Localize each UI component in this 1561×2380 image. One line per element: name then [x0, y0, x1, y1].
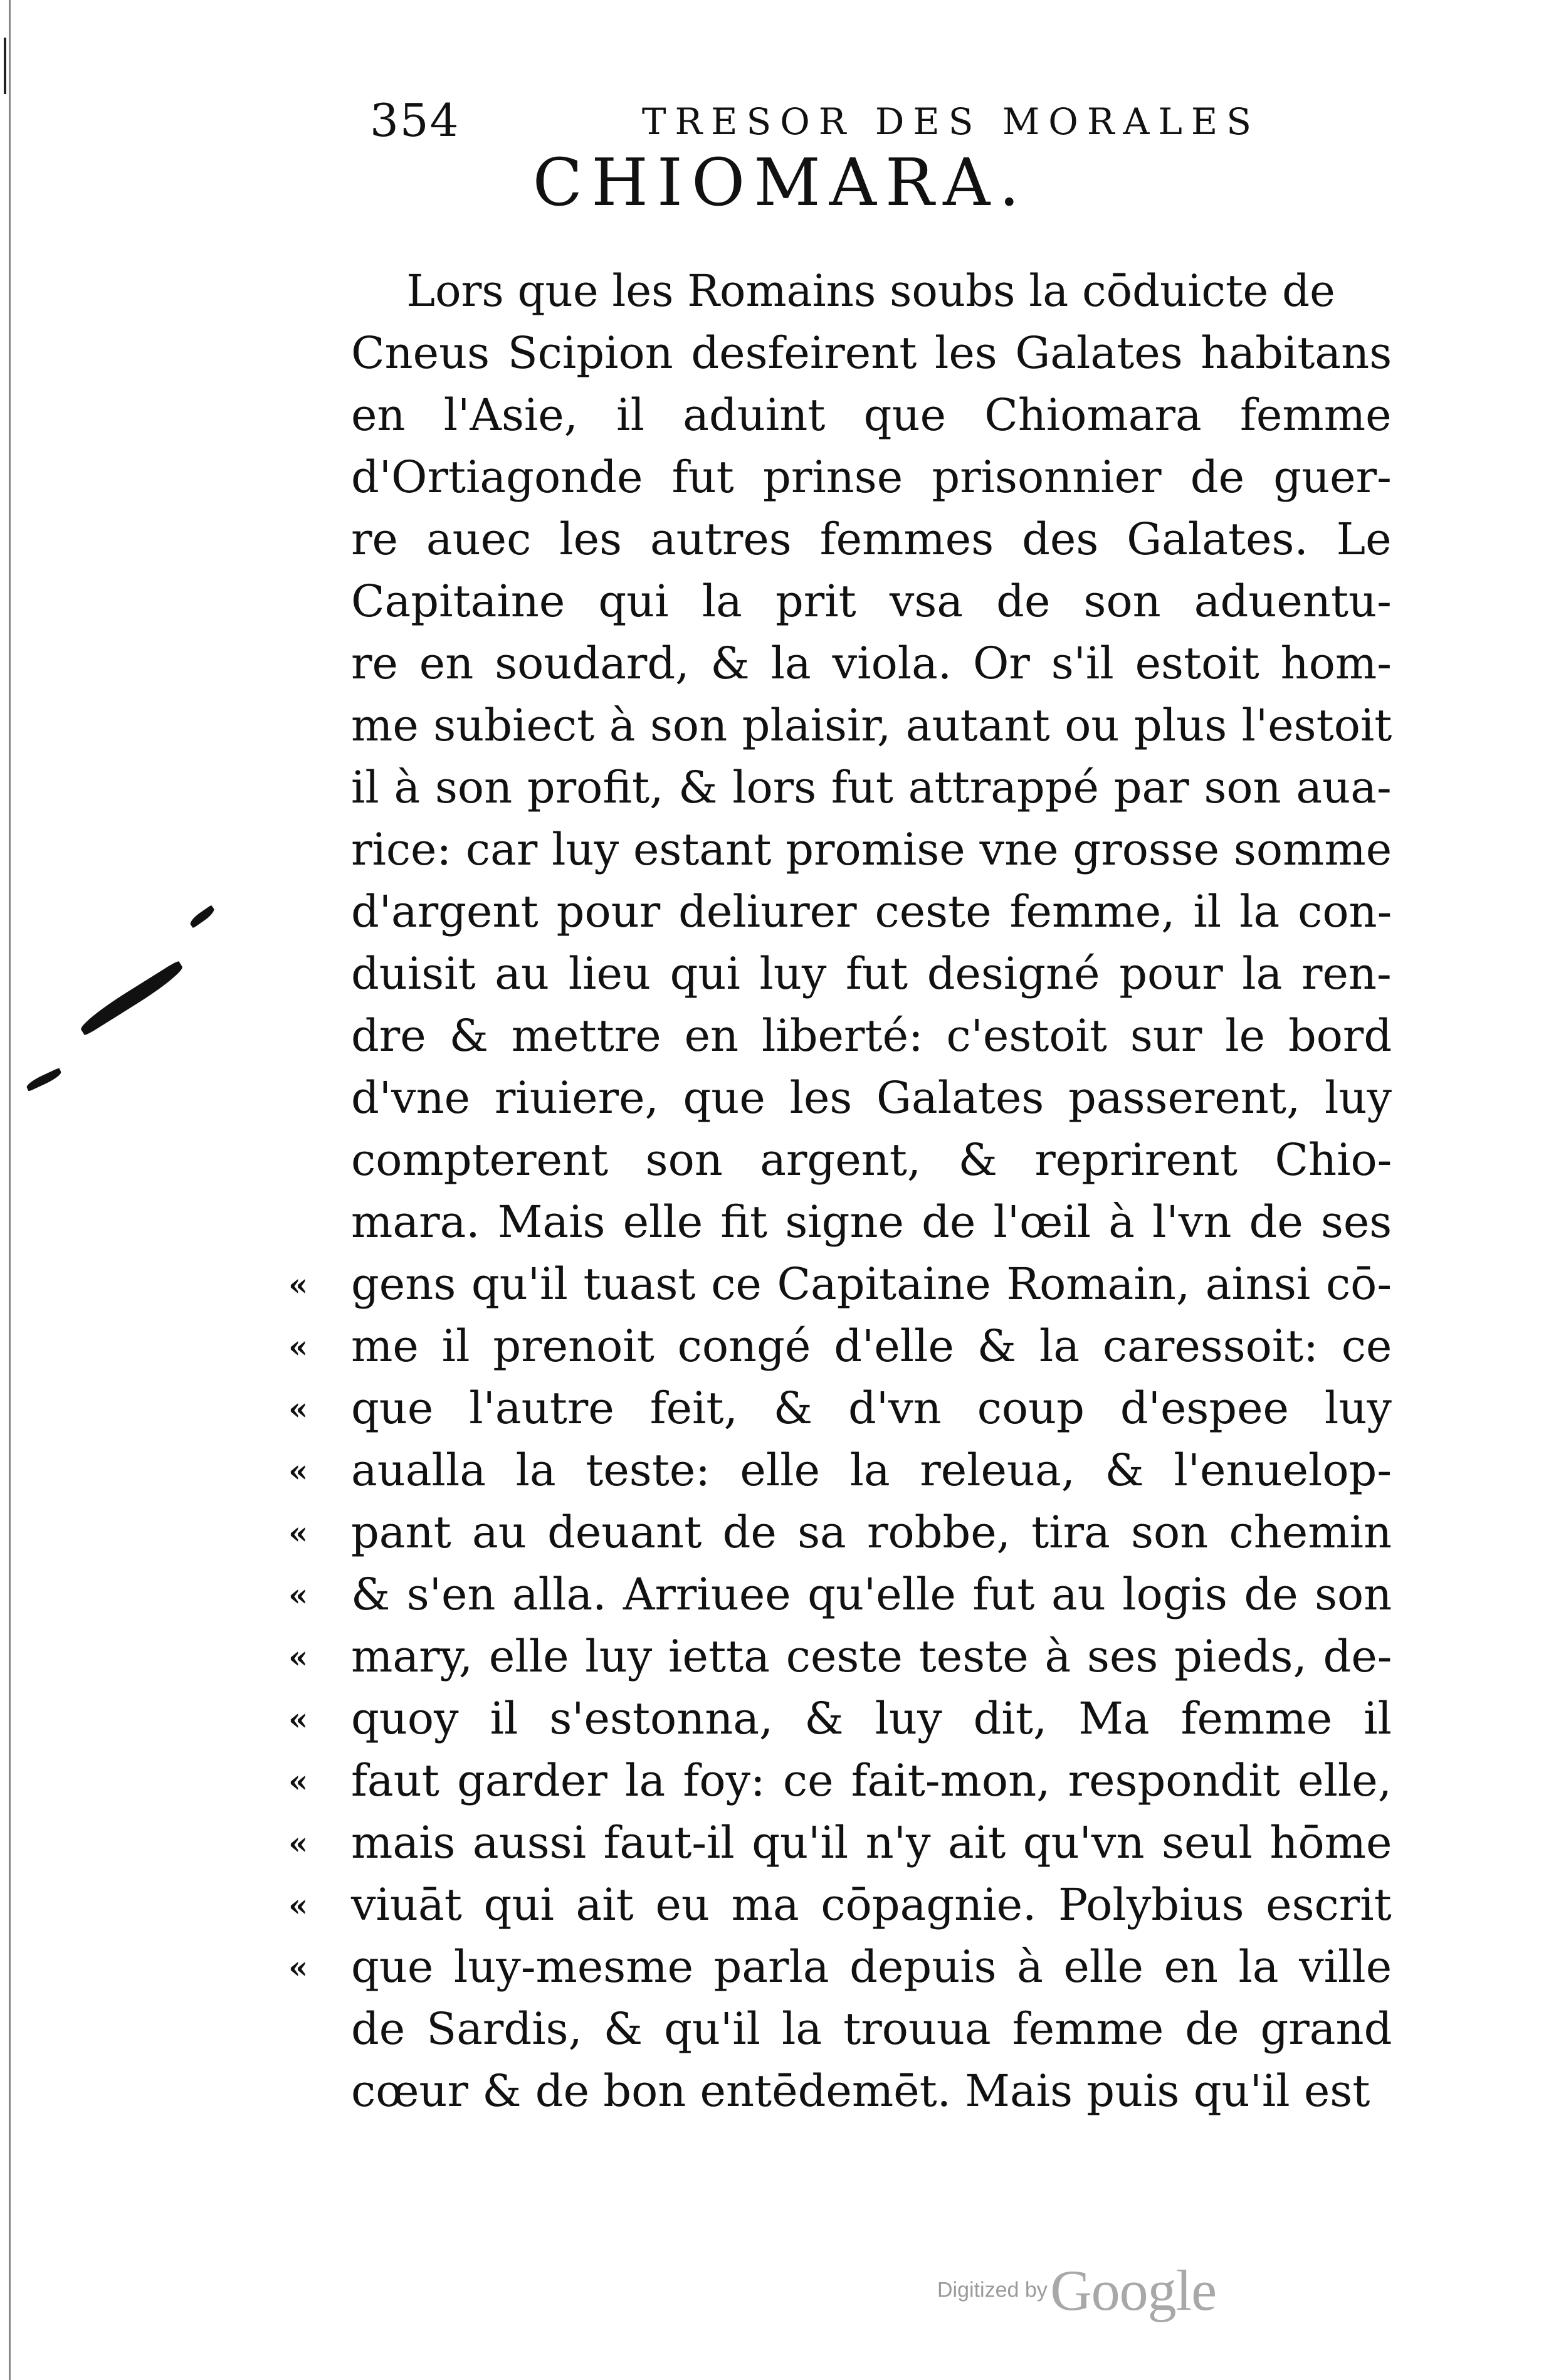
- text-line: [351, 633, 1392, 695]
- text-line: [351, 1067, 1392, 1129]
- line-text: en l'Asie, il aduint que Chiomara femme: [351, 389, 1392, 441]
- line-text: il à son profit, & lors fut attrappé par son aua-: [351, 762, 1392, 813]
- line-text: quoy il s'estonna, & luy dit, Ma femme il: [351, 1693, 1392, 1744]
- quotation-marker: «: [288, 1390, 308, 1427]
- page-edge-shadow: [0, 0, 11, 2380]
- text-line: [288, 1874, 1392, 1936]
- line-text: Cneus Scipion desfeirent les Galates habitans: [351, 327, 1392, 379]
- text-line: [351, 322, 1392, 384]
- text-line: [351, 1998, 1392, 2060]
- ink-blot-mark: [77, 960, 186, 1036]
- text-line: [351, 819, 1392, 881]
- page-number: 354: [370, 94, 460, 147]
- quotation-marker: «: [288, 1576, 308, 1613]
- quotation-marker: «: [288, 1949, 308, 1986]
- text-line: [288, 1315, 1392, 1377]
- digitization-stamp: [937, 2257, 1216, 2324]
- text-line: [351, 1191, 1392, 1253]
- text-line: [351, 2060, 1392, 2122]
- chapter-title: CHIOMARA.: [532, 144, 1029, 221]
- text-line: [351, 695, 1392, 757]
- line-text: pant au deuant de sa robbe, tira son chemin: [351, 1507, 1392, 1558]
- line-text: mara. Mais elle fit signe de l'œil à l'vn de ses: [351, 1196, 1392, 1248]
- line-text: me il prenoit congé d'elle & la caressoit: ce: [351, 1320, 1392, 1372]
- quotation-marker: «: [288, 1887, 308, 1924]
- text-line: [288, 1936, 1392, 1998]
- line-text: d'Ortiagonde fut prinse prisonnier de guer-: [351, 451, 1392, 503]
- line-text: Lors que les Romains soubs la cōduicte de: [406, 265, 1335, 317]
- edge-mark: [4, 38, 6, 94]
- google-logo: Google: [1050, 2258, 1217, 2322]
- digitized-by-label: Digitized by: [937, 2278, 1048, 2302]
- quotation-marker: «: [288, 1514, 308, 1551]
- line-text: de Sardis, & qu'il la trouua femme de grand: [351, 2003, 1392, 2055]
- line-text: cœur & de bon entēdemēt. Mais puis qu'il est: [351, 2065, 1370, 2117]
- quotation-marker: «: [288, 1266, 308, 1303]
- text-line: [351, 508, 1392, 571]
- text-line: [351, 881, 1392, 943]
- line-text: re en soudard, & la viola. Or s'il estoit hom-: [351, 638, 1392, 689]
- line-text: me subiect à son plaisir, autant ou plus l'estoit: [351, 700, 1392, 751]
- text-line: [351, 757, 1392, 819]
- quotation-marker: «: [288, 1762, 308, 1799]
- text-line: [288, 1688, 1392, 1750]
- running-title: TRESOR DES MORALES: [641, 100, 1260, 143]
- line-text: d'vne riuiere, que les Galates passerent, luy: [351, 1072, 1392, 1124]
- text-line: [351, 943, 1392, 1005]
- line-text: compterent son argent, & reprirent Chio-: [351, 1134, 1392, 1186]
- line-text: d'argent pour deliurer ceste femme, il la con-: [351, 886, 1392, 937]
- line-text: mary, elle luy ietta ceste teste à ses pieds, de-: [351, 1631, 1392, 1682]
- text-line: [351, 1005, 1392, 1067]
- line-text: & s'en alla. Arriuee qu'elle fut au logis de son: [351, 1569, 1392, 1620]
- text-line: [288, 1626, 1392, 1688]
- text-line: [288, 1812, 1392, 1874]
- body-text: [288, 260, 1392, 2122]
- quotation-marker: «: [288, 1328, 308, 1365]
- line-text: que l'autre feit, & d'vn coup d'espee luy: [351, 1382, 1392, 1434]
- line-text: aualla la teste: elle la releua, & l'enuelop-: [351, 1445, 1392, 1496]
- line-text: rice: car luy estant promise vne grosse somme: [351, 824, 1392, 875]
- quotation-marker: «: [288, 1452, 308, 1489]
- line-text: re auec les autres femmes des Galates. Le: [351, 513, 1392, 565]
- text-line: [288, 1440, 1392, 1502]
- ink-blot-mark: [188, 905, 216, 928]
- text-line: [288, 1253, 1392, 1315]
- text-line: [351, 1129, 1392, 1191]
- line-text: duisit au lieu qui luy fut designé pour la ren-: [351, 948, 1392, 999]
- quotation-marker: «: [288, 1824, 308, 1861]
- text-line: [288, 1377, 1392, 1440]
- line-text: viuāt qui ait eu ma cōpagnie. Polybius escrit: [351, 1879, 1392, 1930]
- text-line: [351, 384, 1392, 446]
- text-line: [288, 1502, 1392, 1564]
- text-line: [351, 260, 1392, 322]
- line-text: gens qu'il tuast ce Capitaine Romain, ainsi cō-: [351, 1258, 1392, 1310]
- line-text: dre & mettre en liberté: c'estoit sur le bord: [351, 1010, 1392, 1061]
- text-line: [288, 1750, 1392, 1812]
- line-text: mais aussi faut-il qu'il n'y ait qu'vn seul hōme: [351, 1817, 1392, 1868]
- text-line: [288, 1564, 1392, 1626]
- quotation-marker: «: [288, 1638, 308, 1675]
- quotation-marker: «: [288, 1700, 308, 1737]
- text-line: [351, 446, 1392, 508]
- text-line: [351, 571, 1392, 633]
- line-text: que luy-mesme parla depuis à elle en la ville: [351, 1941, 1392, 1993]
- line-text: Capitaine qui la prit vsa de son aduentu-: [351, 576, 1392, 627]
- ink-blot-mark: [25, 1068, 63, 1092]
- line-text: faut garder la foy: ce fait-mon, respondit elle,: [351, 1755, 1392, 1806]
